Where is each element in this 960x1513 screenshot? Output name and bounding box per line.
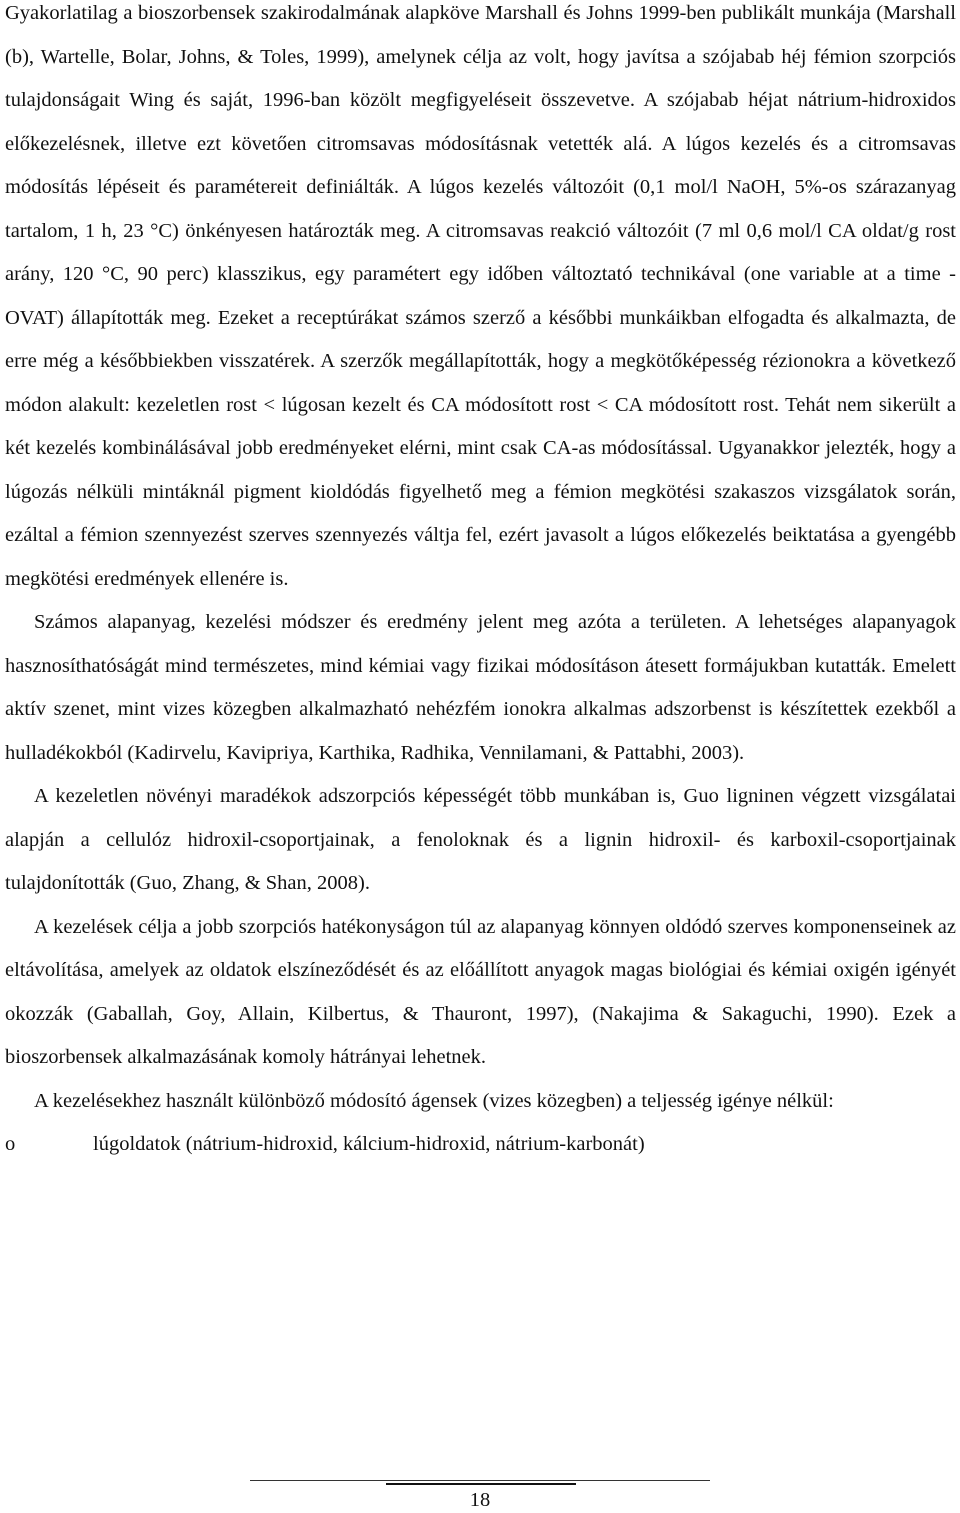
page-number: 18 xyxy=(469,1489,491,1511)
paragraph-3: A kezeletlen növényi maradékok adszorpciós képességét több munkában is, Guo ligninen végzett vizsgálatai alapján a cellulóz hidroxil-csoportjainak, a fenoloknak és a lignin hidroxil- és karboxil-csoportjainak tulajdonították (Guo, Zhang, & Shan, 2008). xyxy=(5,785,956,894)
list-item-text: lúgoldatok (nátrium-hidroxid, kálcium-hidroxid, nátrium-karbonát) xyxy=(93,1133,645,1155)
page-footer xyxy=(250,1480,710,1510)
paragraph-5: A kezelésekhez használt különböző módosító ágensek (vizes közegben) a teljesség igénye nélkül: xyxy=(34,1089,834,1112)
modifier-list xyxy=(5,1123,956,1167)
footer-rule-thick xyxy=(386,1483,576,1485)
list-item xyxy=(5,1123,956,1167)
footer-rule xyxy=(250,1480,710,1481)
document-page xyxy=(5,0,956,1167)
paragraph-2: Számos alapanyag, kezelési módszer és eredmény jelent meg azóta a területen. A lehetséges alapanyagok hasznosíthatóságát mind természetes, mind kémiai vagy fizikai módosításon átesett formájukban kutatták. Emelett aktív szenet, mint vizes közegben alkalmazható nehézfém ionokra alkalmas adszorbenst is készítettek ezekből a hulladékokból (Kadirvelu, Kavipriya, Karthika, Radhika, Vennilamani, & Pattabhi, 2003). xyxy=(5,611,956,764)
list-bullet: o xyxy=(5,1133,16,1155)
paragraph-4: A kezelések célja a jobb szorpciós hatékonyságon túl az alapanyag könnyen oldódó szerves komponenseinek az eltávolítása, amelyek az oldatok elszíneződését és az előállított anyagok magas biológiai és kémiai oxigén igényét okozzák (Gaballah, Goy, Allain, Kilbertus, & Thauront, 1997), (Nakajima & Sakaguchi, 1990). Ezek a bioszorbensek alkalmazásának komoly hátrányai lehetnek. xyxy=(5,915,956,1068)
paragraph-1: Gyakorlatilag a bioszorbensek szakirodalmának alapköve Marshall és Johns 1999-ben publikált munkája (Marshall (b), Wartelle, Bolar, Johns, & Toles, 1999), amelynek célja az volt, hogy javítsa a szójabab héj fémion szorpciós tulajdonságait Wing és saját, 1996-ban közölt megfigyeléseit összevetve. A szójabab héjat nátrium-hidroxidos előkezelésnek, illetve ezt követően citromsavas módosításnak vetették alá. A lúgos kezelés és a citromsavas módosítás lépéseit és paramétereit definiálták. A lúgos kezelés változóit (0,1 mol/l NaOH, 5%-os szárazanyag tartalom, 1 h, 23 °C) önkényesen határozták meg. A citromsavas reakció változóit (7 ml 0,6 mol/l CA oldat/g rost arány, 120 °C, 90 perc) klasszikus, egy paramétert egy időben változtató technikával (one variable at a time - OVAT) állapították meg. Ezeket a receptúrákat számos szerző a későbbi munkáikban elfogadta és alkalmazta, de erre még a későbbiekben visszatérek. A szerzők megállapították, hogy a megkötőképesség rézionokra a következő módon alakult: kezeletlen rost < lúgosan kezelt és CA módosított rost < CA módosított rost. Tehát nem sikerült a két kezelés kombinálásával jobb eredményeket elérni, mint csak CA-as módosítással. Ugyanakkor jelezték, hogy a lúgozás nélküli mintáknál pigment kioldódás figyelhető meg a fémion megkötési szakaszos vizsgálatok során, ezáltal a fémion szennyezést szerves szennyezés váltja fel, ezért javasolt a lúgos előkezelés beiktatása a gyengébb megkötési eredmények ellenére is. xyxy=(5,2,956,590)
